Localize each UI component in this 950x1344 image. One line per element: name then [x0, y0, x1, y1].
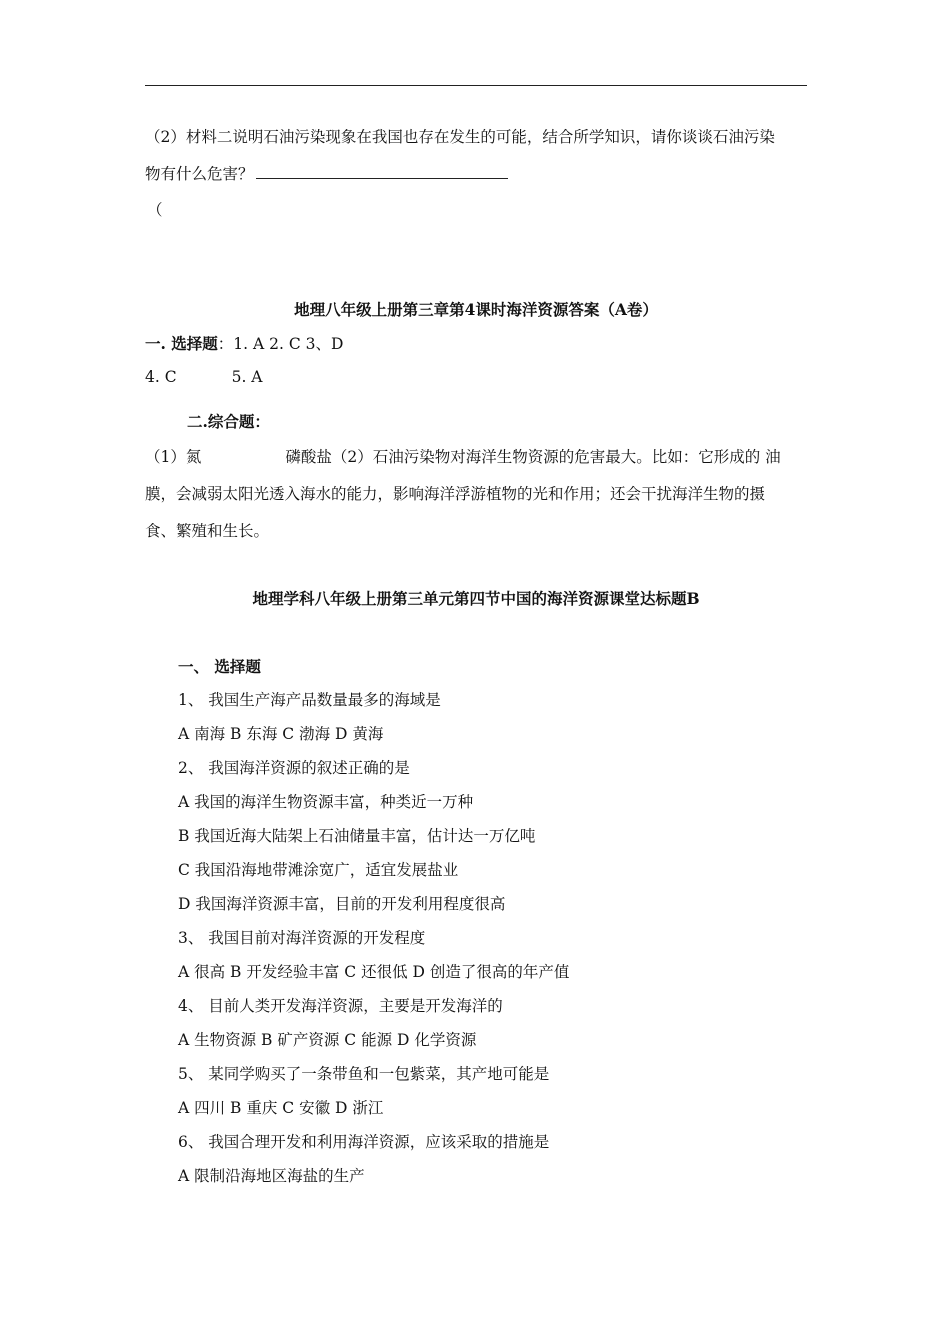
list-item: A 四川 B 重庆 C 安徽 D 浙江	[178, 1099, 384, 1117]
list-item: A 生物资源 B 矿产资源 C 能源 D 化学资源	[178, 1031, 477, 1049]
answers-choice-line-1	[145, 334, 343, 354]
choice-answer-5: 5. A	[231, 368, 263, 386]
list-item: A 限制沿海地区海盐的生产	[178, 1167, 365, 1185]
list-item: A 我国的海洋生物资源丰富，种类近一万种	[178, 793, 474, 811]
top-divider	[145, 85, 807, 86]
answer-nitrogen: （1）氮	[145, 448, 202, 466]
answer-phosphate: 磷酸盐（2）石油污染物对海洋生物资源的危害最大。比如：它形成的 油	[285, 448, 781, 466]
choice-answers-1: ：1. A 2. C 3、D	[217, 335, 344, 353]
question-2-text: 物有什么危害？	[145, 165, 254, 183]
list-item: 6、 我国合理开发和利用海洋资源，应该采取的措施是	[178, 1133, 550, 1151]
answer-paragraph-line-2: 膜，会减弱太阳光透入海水的能力，影响海洋浮游植物的光和作用；还会干扰海洋生物的摄	[145, 485, 766, 503]
list-item: A 很高 B 开发经验丰富 C 还很低 D 创造了很高的年产值	[178, 963, 570, 981]
stray-parenthesis: （	[147, 201, 163, 219]
list-item: A 南海 B 东海 C 渤海 D 黄海	[178, 725, 384, 743]
list-item: 5、 某同学购买了一条带鱼和一包紫菜，其产地可能是	[178, 1065, 550, 1083]
list-item: C 我国沿海地带滩涂宽广，适宜发展盐业	[178, 861, 459, 879]
part-b-title: 地理学科八年级上册第三单元第四节中国的海洋资源课堂达标题B	[252, 589, 700, 608]
answer-paragraph-line-3: 食、繁殖和生长。	[145, 522, 270, 540]
question-2-line-1: （2）材料二说明石油污染现象在我国也存在发生的可能，结合所学知识，请你谈谈石油污染	[145, 128, 775, 146]
list-item: 1、 我国生产海产品数量最多的海域是	[178, 691, 441, 709]
section-label: 一、 选择题	[178, 657, 261, 676]
answers-title: 地理八年级上册第三章第4课时海洋资源答案（A卷）	[294, 300, 658, 319]
answer-paragraph-line-1	[145, 447, 781, 467]
comprehensive-label: 二.综合题：	[187, 412, 270, 431]
list-item: 2、 我国海洋资源的叙述正确的是	[178, 759, 410, 777]
answers-choice-line-2	[145, 367, 263, 387]
list-item: B 我国近海大陆架上石油储量丰富，估计达一万亿吨	[178, 827, 536, 845]
list-item: 4、 目前人类开发海洋资源，主要是开发海洋的	[178, 997, 503, 1015]
choice-answer-4: 4. C	[145, 368, 177, 386]
answer-blank	[256, 162, 508, 179]
question-2-line-2	[145, 162, 508, 184]
list-item: 3、 我国目前对海洋资源的开发程度	[178, 929, 426, 947]
list-item: D 我国海洋资源丰富，目前的开发利用程度很高	[178, 895, 506, 913]
choice-label: 一. 选择题	[145, 334, 218, 353]
